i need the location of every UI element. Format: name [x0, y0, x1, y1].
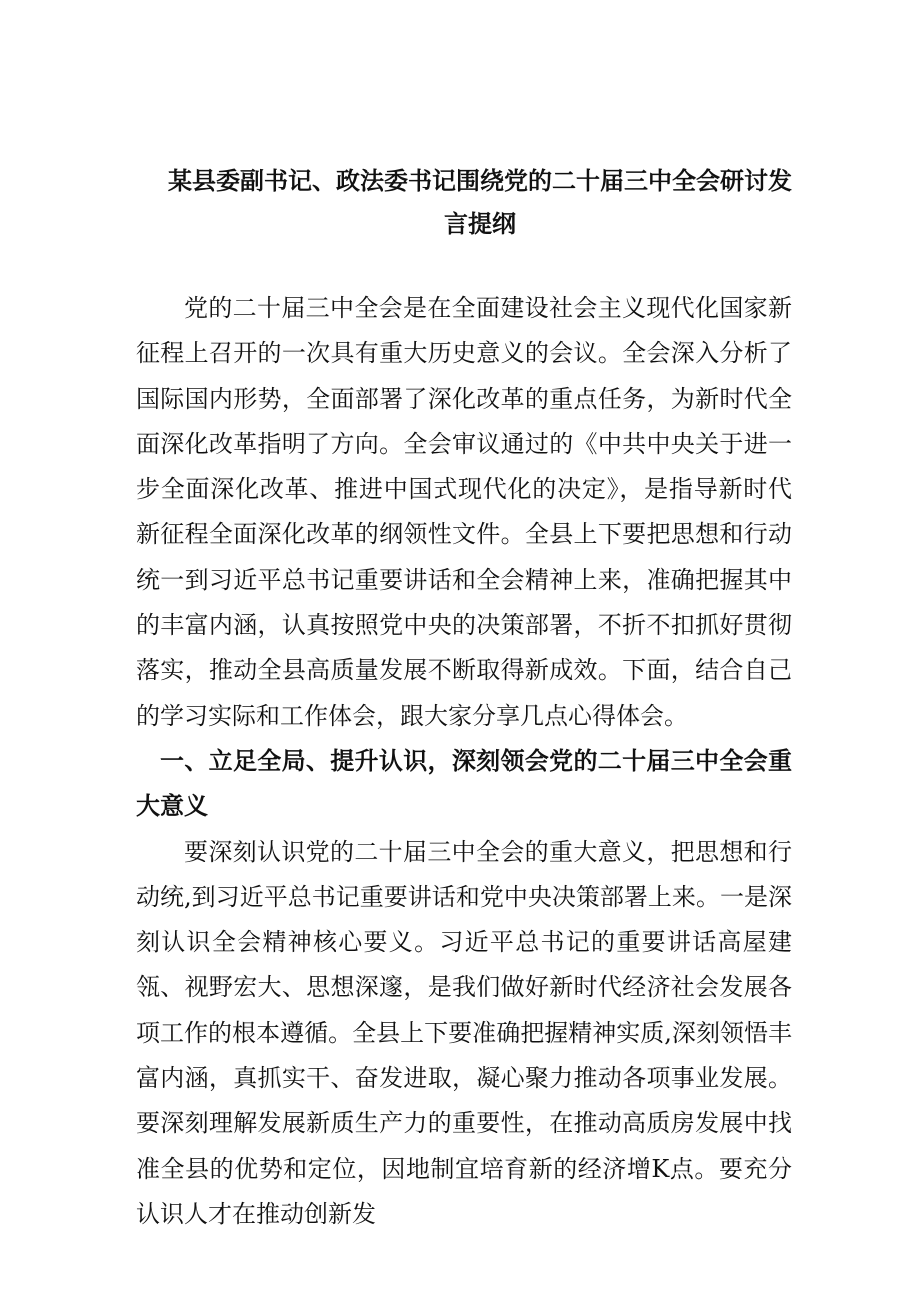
document-body — [136, 286, 792, 1237]
intro-paragraph: 党的二十届三中全会是在全面建设社会主义现代化国家新征程上召开的一次具有重大历史意义的会议。全会深入分析了国际国内形势，全面部署了深化改革的重点任务，为新时代全面深化改革指明了方向。全会审议通过的《中共中央关于进一步全面深化改革、推进中国式现代化的决定》，是指导新时代新征程全面深化改革的纲领性文件。全县上下要把思想和行动统一到习近平总书记重要讲话和全会精神上来，准确把握其中的丰富内涵，认真按照党中央的决策部署，不折不扣抓好贯彻落实，推动全县高质量发展不断取得新成效。下面，结合自己的学习实际和工作体会，跟大家分享几点心得体会。 — [136, 294, 792, 730]
document-title: 某县委副书记、政法委书记围绕党的二十届三中全会研讨发言提纲 — [168, 167, 792, 238]
section-paragraph: 要深刻认识党的二十届三中全会的重大意义，把思想和行动统,到习近平总书记重要讲话和党中央决策部署上来。一是深刻认识全会精神核心要义。习近平总书记的重要讲话高屋建瓴、视野宏大、思想深邃，是我们做好新时代经济社会发展各项工作的根本遵循。全县上下要准确把握精神实质,深刻领悟丰富内涵，真抓实干、奋发进取，凝心聚力推动各项事业发展。要深刻理解发展新质生产力的重要性，在推动高质房发展中找准全县的优势和定位，因地制宜培育新的经济增K点。要充分认识人才在推动创新发 — [136, 837, 792, 1228]
section-heading: 一、立足全局、提升认识，深刻领会党的二十届三中全会重大意义 — [136, 746, 792, 821]
